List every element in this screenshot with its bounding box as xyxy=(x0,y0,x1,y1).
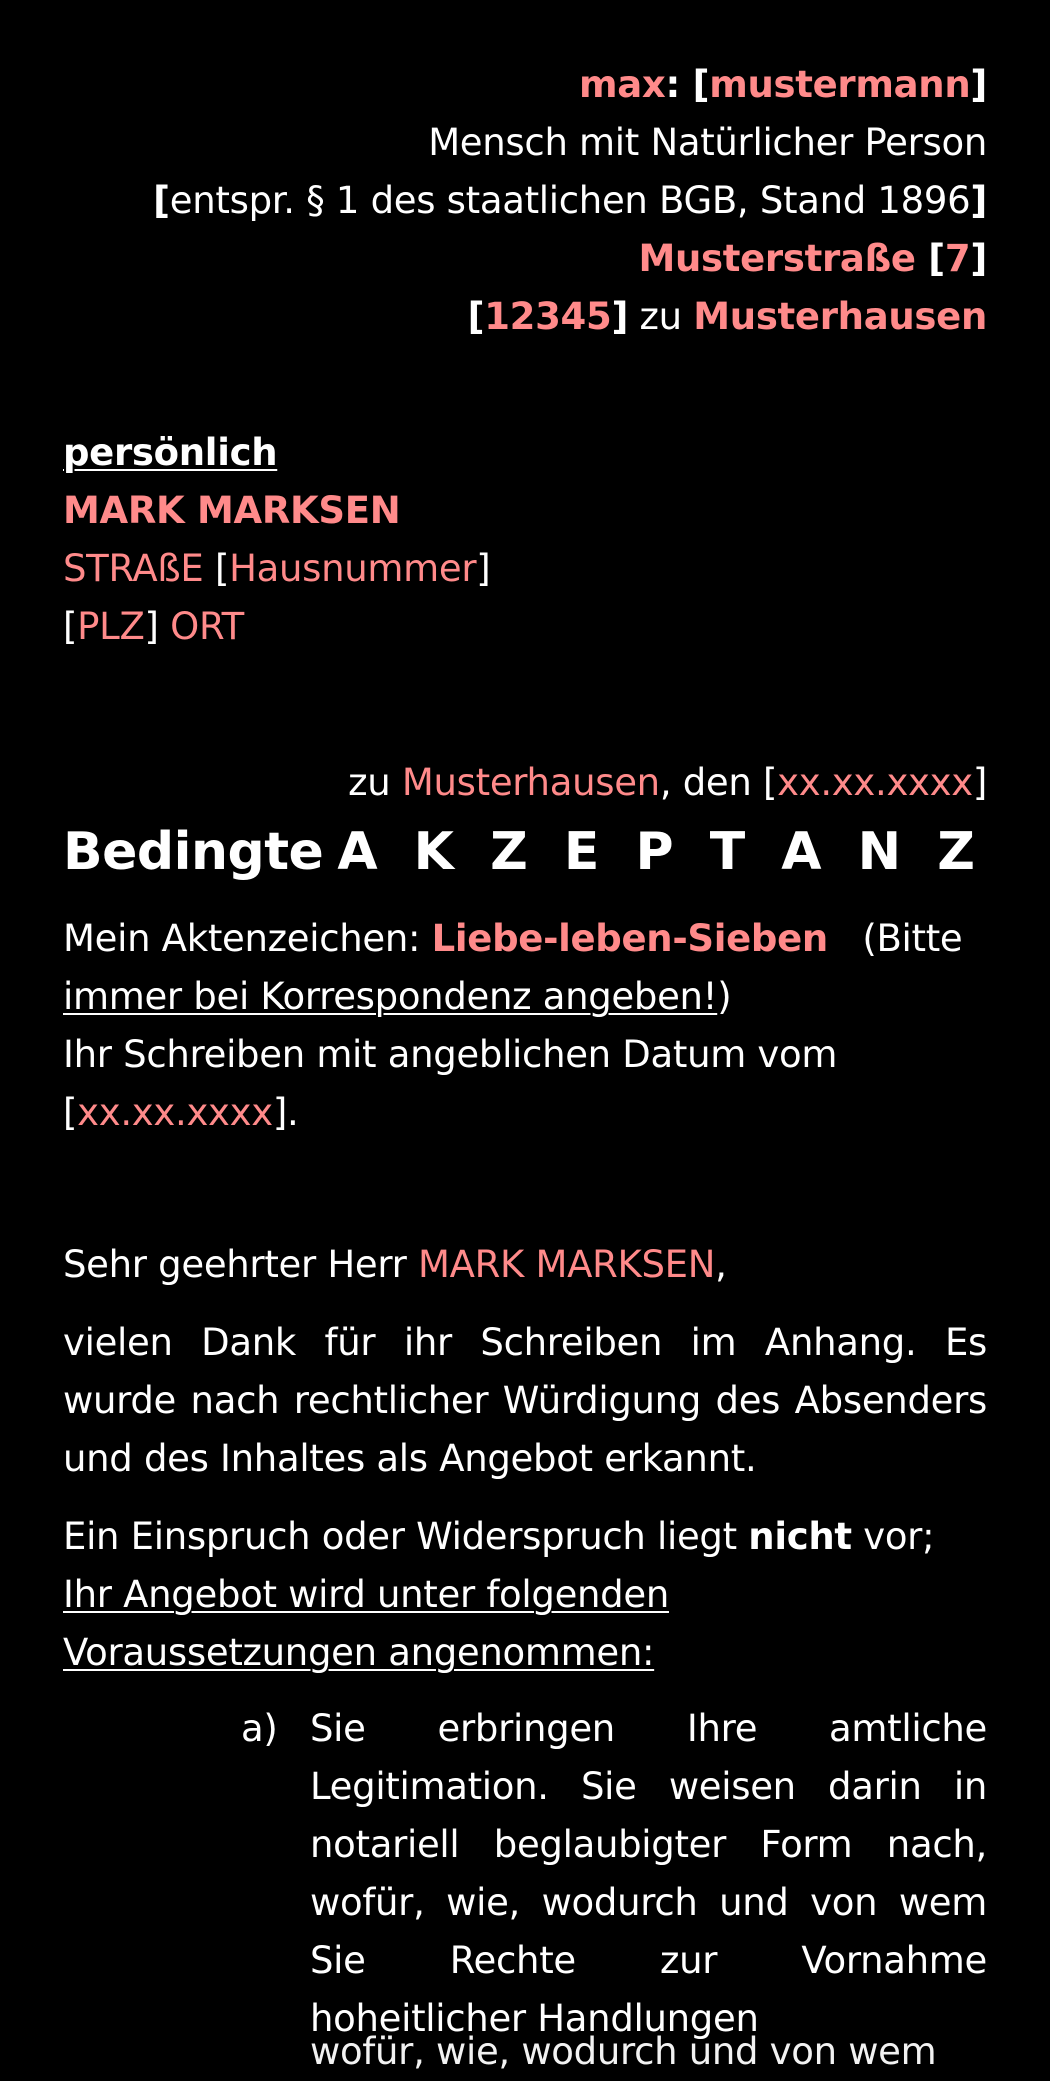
para2-first-line xyxy=(63,1508,987,1566)
aktenzeichen-value: Liebe-leben-Sieben xyxy=(431,917,828,960)
recipient-street: STRAßE xyxy=(63,547,204,590)
sender-bracket-open: [ xyxy=(692,63,710,106)
date-prefix: zu xyxy=(348,761,402,804)
title-word1: Bedingte xyxy=(63,822,324,882)
letter-date-open: [ xyxy=(63,1091,78,1134)
salutation-suffix: , xyxy=(715,1243,727,1286)
hint-open: (Bitte xyxy=(827,917,974,960)
sender-zip-open: [ xyxy=(467,295,485,338)
recipient-name: MARK MARKSEN xyxy=(63,489,401,532)
letter-date-line xyxy=(63,1084,987,1142)
hint-underlined: immer bei Korrespondenz angeben! xyxy=(63,975,718,1018)
list-item-a-text: Sie erbringen Ihre amtliche Legitimation. Sie weisen darin in notariell beglaubigter Form nach, wofür, wie, wodurch und von wem Sie Rechte zur Vornahme hoheitlicher Handlungen xyxy=(310,1707,987,2040)
sender-last-name: mustermann xyxy=(709,63,971,106)
date-value: xx.xx.xxxx xyxy=(777,761,973,804)
title-word2: A K Z E P T A N Z xyxy=(337,822,984,882)
reference-block xyxy=(63,910,987,1142)
sender-address-block xyxy=(153,56,987,346)
sender-zu: zu xyxy=(628,295,694,338)
sender-legal-text: entspr. § 1 des staatlichen BGB, Stand 1896 xyxy=(169,179,971,222)
sender-city-line xyxy=(153,288,987,346)
letter-date-close: ]. xyxy=(272,1091,299,1134)
date-line xyxy=(348,754,987,812)
sender-name-line xyxy=(153,56,987,114)
para2-underlined: Ihr Angebot wird unter folgenden Voraussetzungen angenommen: xyxy=(63,1573,669,1674)
sender-house-close: ] xyxy=(970,237,987,280)
para2-underlined-wrap xyxy=(63,1566,703,1682)
letter-page xyxy=(63,0,987,2048)
hint-close: ) xyxy=(717,975,732,1018)
para2-suffix: vor; xyxy=(851,1515,935,1558)
sender-house-number: 7 xyxy=(944,237,971,280)
date-suffix: ] xyxy=(972,761,987,804)
sender-legal-open: [ xyxy=(153,179,170,222)
sender-zip: 12345 xyxy=(484,295,612,338)
date-middle: , den [ xyxy=(659,761,778,804)
body-paragraph-2 xyxy=(63,1508,987,1682)
sender-legal-line xyxy=(153,172,987,230)
recipient-zip-open: [ xyxy=(63,605,78,648)
date-city: Musterhausen xyxy=(401,761,660,804)
sender-first-name: max xyxy=(579,63,666,106)
para2-prefix: Ein Einspruch oder Widerspruch liegt xyxy=(63,1515,749,1558)
letter-label: Ihr Schreiben mit angeblichen Datum vom xyxy=(63,1033,838,1076)
recipient-city: ORT xyxy=(170,605,244,648)
para2-bold: nicht xyxy=(748,1515,852,1558)
salutation xyxy=(63,1236,727,1294)
sender-street: Musterstraße xyxy=(638,237,916,280)
sender-city: Musterhausen xyxy=(693,295,987,338)
aktenzeichen-line xyxy=(63,910,987,968)
recipient-city-line xyxy=(63,598,490,656)
sender-legal-close: ] xyxy=(970,179,987,222)
letter-date: xx.xx.xxxx xyxy=(77,1091,273,1134)
recipient-house-number: Hausnummer xyxy=(229,547,477,590)
sender-house-open: [ xyxy=(915,237,945,280)
sender-status-line: Mensch mit Natürlicher Person xyxy=(428,121,987,164)
sender-bracket-close: ] xyxy=(970,63,987,106)
recipient-house-close: ] xyxy=(476,547,491,590)
recipient-house-open: [ xyxy=(203,547,230,590)
salutation-name: MARK MARKSEN xyxy=(418,1243,716,1286)
document-title xyxy=(63,816,984,888)
sender-colon: : xyxy=(665,63,693,106)
recipient-zip-close: ] xyxy=(144,605,171,648)
recipient-address-block xyxy=(63,424,490,656)
sender-zip-close: ] xyxy=(611,295,629,338)
overlapping-text-fragment: wofür, wie, wodurch und von wem xyxy=(310,2030,937,2073)
list-marker-a: a) xyxy=(241,1707,278,1750)
sender-street-line xyxy=(153,230,987,288)
salutation-prefix: Sehr geehrter Herr xyxy=(63,1243,419,1286)
body-paragraph-1: vielen Dank für ihr Schreiben im Anhang. Es wurde nach rechtlicher Würdigung des Absenders und des Inhaltes als Angebot erkannt. xyxy=(63,1321,987,1480)
hint-line xyxy=(63,968,987,1026)
recipient-personal-label: persönlich xyxy=(63,431,278,474)
aktenzeichen-label: Mein Aktenzeichen: xyxy=(63,917,432,960)
recipient-zip: PLZ xyxy=(77,605,145,648)
recipient-street-line xyxy=(63,540,490,598)
